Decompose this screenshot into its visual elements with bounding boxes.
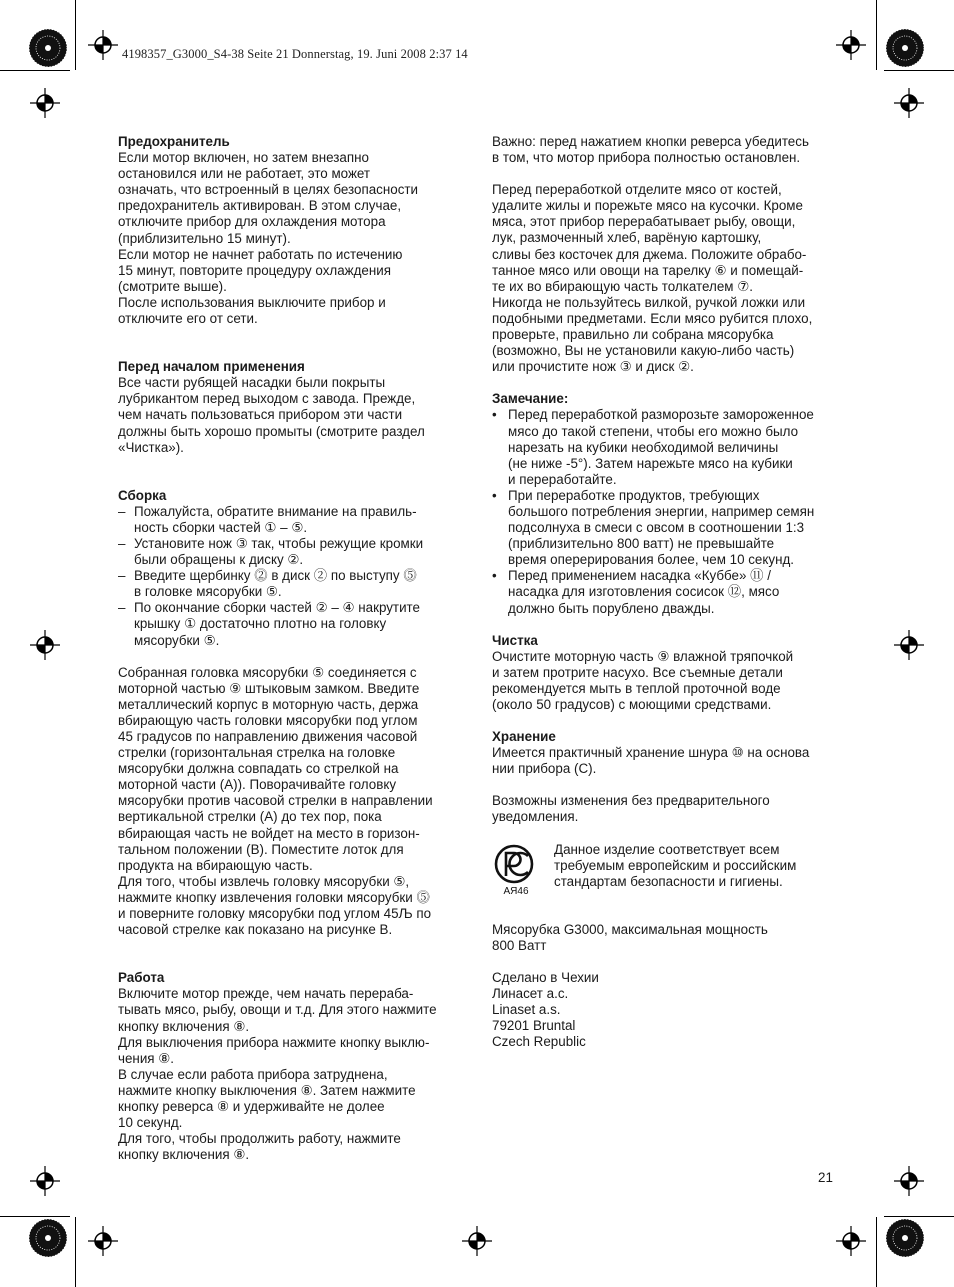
section-heading: Перед началом применения xyxy=(118,359,305,375)
text-line: чем начать пользоваться прибором эти части xyxy=(118,407,403,423)
text-line: нажмите кнопку выключения ⑧. Затем нажмите xyxy=(118,1082,416,1098)
text-line: Собранная головка мясорубки ⑤ соединяется с xyxy=(118,664,417,680)
text-line: Если мотор включен, но затем внезапно xyxy=(118,150,369,166)
text-line: были обращены к диску ②. xyxy=(134,552,304,568)
list-item xyxy=(492,407,842,487)
text-line: большого потребления энергии, например семян xyxy=(508,503,815,519)
text-line: насадка для изготовления сосисок ⑫, мясо xyxy=(508,584,780,600)
crop-line xyxy=(884,70,954,71)
text-line: По окончание сборки частей ② – ④ накрутите xyxy=(134,600,420,616)
text-line: вбирающая часть не войдет на место в горизон- xyxy=(118,825,420,841)
text-line: металлический корпус в моторную часть, держа xyxy=(118,696,419,712)
text-line: (смотрите выше). xyxy=(118,278,227,294)
list-item xyxy=(118,536,468,568)
processing-instructions xyxy=(492,182,842,375)
text-line: (около 50 градусов) с моющими средствами. xyxy=(492,697,772,712)
before-use-section xyxy=(118,359,468,456)
text-line: вбирающую часть головки мясорубки под углом xyxy=(118,712,418,728)
text-line: лубрикантом перед выходом с завода. Прежде, xyxy=(118,391,416,407)
certification-block xyxy=(492,842,842,922)
text-line: Сделано в Чехии xyxy=(492,969,599,985)
registration-target-icon xyxy=(30,630,60,660)
starburst-register-icon xyxy=(885,28,925,68)
text-line: в головке мясорубки ⑤. xyxy=(134,584,282,600)
text-line: мясо до такой степени, чтобы его можно было xyxy=(508,423,799,439)
section-heading: Работа xyxy=(118,970,165,986)
storage-section xyxy=(492,729,842,777)
text-line: и затем протрите насухо. Все съемные детали xyxy=(492,664,783,680)
text-line: Перед применением насадка «Куббе» ⑪ / xyxy=(508,568,771,584)
dash-marker: – xyxy=(118,600,126,616)
text-line: и поверните головку мясорубки под углом 45Љ по xyxy=(118,906,432,922)
text-line: моторной части (А)). Поворачивайте головку xyxy=(118,777,397,793)
page-number: 21 xyxy=(818,1170,833,1185)
text-line: крышку ① достаточно плотно на головку xyxy=(134,616,387,632)
text-line: лук, размоченный хлеб, варёную картошку, xyxy=(492,230,762,246)
text-line: После использования выключите прибор и xyxy=(118,294,386,310)
text-line: предохранитель активирован. В этом случае, xyxy=(118,198,402,214)
text-line: Для выключения прибора нажмите кнопку выклю- xyxy=(118,1034,430,1050)
text-line: мяса, этот прибор перерабатывает рыбу, овощи, xyxy=(492,214,796,230)
cleaning-section xyxy=(492,633,842,713)
product-info xyxy=(492,922,842,954)
registration-target-icon xyxy=(30,1166,60,1196)
dash-marker: – xyxy=(118,503,126,519)
text-line: тальном положении (В). Поместите лоток для xyxy=(118,841,404,857)
text-line: должно быть порублено дважды. xyxy=(508,600,715,616)
text-line: ность сборки частей ① – ⑤. xyxy=(134,519,308,535)
registration-target-icon xyxy=(836,1226,866,1256)
text-line: Данное изделие соответствует всем xyxy=(554,841,780,857)
text-line: нарезать на кубики необходимой величины xyxy=(508,439,779,455)
bullet-marker: • xyxy=(492,568,497,584)
text-line: рекомендуется мыть в теплой проточной воде xyxy=(492,680,781,696)
text-line: мясорубки против часовой стрелки в направлении xyxy=(118,793,433,809)
text-line: отключите прибор для охлаждения мотора xyxy=(118,214,386,230)
registration-target-icon xyxy=(88,30,118,60)
text-line: тывать мясо, рыбу, овощи и т.д. Для этого нажмите xyxy=(118,1002,437,1018)
text-line: Перед переработкой разморозьте замороженное xyxy=(508,407,814,423)
text-line: В случае если работа прибора затруднена, xyxy=(118,1066,388,1082)
text-line: (приблизительно 800 ватт) не превышайте xyxy=(508,536,775,552)
crop-line xyxy=(876,0,877,70)
text-line: мясорубки должна совпадать со стрелкой на xyxy=(118,761,399,777)
registration-target-icon xyxy=(836,30,866,60)
text-line: требуемым европейским и российским xyxy=(554,857,797,873)
text-line: нажмите кнопку извлечения головки мясорубки ⓹ xyxy=(118,889,430,905)
text-line: мясорубки ⑤. xyxy=(134,632,220,648)
text-line: Важно: перед нажатием кнопки реверса убедитесь xyxy=(492,134,809,149)
text-line: время оперерирования более, чем 10 секунд. xyxy=(508,552,795,568)
print-slug-header: 4198357_G3000_S4-38 Seite 21 Donnerstag, 19. Juni 2008 2:37 14 xyxy=(122,47,468,61)
text-line: Czech Republic xyxy=(492,1034,586,1050)
reverse-warning xyxy=(492,134,842,166)
text-line: (не ниже -5°). Затем нарежьте мясо на кубики xyxy=(508,455,793,471)
text-line: Для того, чтобы продолжить работу, нажмите xyxy=(118,1131,401,1147)
text-line: 79201 Bruntal xyxy=(492,1018,576,1034)
text-line: Linaset a.s. xyxy=(492,1001,561,1017)
text-line: в том, что мотор прибора полностью остановлен. xyxy=(492,150,801,166)
crop-line xyxy=(884,1216,954,1217)
section-heading: Чистка xyxy=(492,632,538,648)
operation-section xyxy=(118,970,468,1163)
text-line: отключите его от сети. xyxy=(118,311,258,327)
text-line: Введите щербинку ⓶ в диск ② по выступу ⓹ xyxy=(134,568,417,584)
text-line: Мясорубка G3000, максимальная мощность xyxy=(492,921,768,937)
text-line: удалите жилы и порежьте мясо на кусочки. Кроме xyxy=(492,198,803,214)
section-heading: Сборка xyxy=(118,487,167,503)
text-line: 45 градусов по направлению движения часовой xyxy=(118,729,418,744)
changes-notice xyxy=(492,793,842,825)
text-line: или прочистите нож ③ и диск ②. xyxy=(492,359,694,375)
text-line: Установите нож ③ так, чтобы режущие кромки xyxy=(134,535,424,551)
text-line: должны быть хорошо промыты (смотрите раздел xyxy=(118,423,425,439)
fuse-section xyxy=(118,134,468,327)
gost-r-certification-logo-icon xyxy=(492,844,540,896)
registration-target-icon xyxy=(88,1226,118,1256)
crop-line xyxy=(75,1217,76,1287)
text-line: 15 минут, повторите процедуру охлаждения xyxy=(118,262,391,278)
registration-target-icon xyxy=(894,1166,924,1196)
text-line: и переработайте. xyxy=(508,471,617,487)
text-line: вертикальной стрелки (А) до тех пор, пока xyxy=(118,809,382,825)
assembly-section xyxy=(118,488,468,939)
registration-target-icon xyxy=(894,88,924,118)
text-line: Возможны изменения без предварительного xyxy=(492,793,770,809)
dash-marker: – xyxy=(118,568,126,584)
list-item xyxy=(492,568,842,616)
text-line: 10 секунд. xyxy=(118,1115,183,1131)
text-line: кнопку реверса ⑧ и удерживайте не долее xyxy=(118,1098,385,1114)
text-line: Пожалуйста, обратите внимание на правиль- xyxy=(134,503,417,519)
text-line: При переработке продуктов, требующих xyxy=(508,487,760,503)
registration-target-icon xyxy=(462,1226,492,1256)
section-heading: Замечание: xyxy=(492,391,569,407)
text-line: Перед переработкой отделите мясо от костей, xyxy=(492,182,782,198)
registration-target-icon xyxy=(894,630,924,660)
text-line: «Чистка»). xyxy=(118,439,184,455)
text-line: нии прибора (С). xyxy=(492,761,597,777)
text-line: (приблизительно 15 минут). xyxy=(118,230,291,246)
text-line: Линасет а.с. xyxy=(492,985,569,1001)
left-column xyxy=(118,134,468,1163)
text-line: сливы без косточек для джема. Положите обрабо- xyxy=(492,246,807,262)
text-line: кнопку включения ⑧. xyxy=(118,1018,250,1034)
crop-line xyxy=(876,1217,877,1287)
text-line: остановился или не работает, это может xyxy=(118,166,371,182)
registration-target-icon xyxy=(30,88,60,118)
text-line: 800 Ватт xyxy=(492,937,547,953)
section-heading: Предохранитель xyxy=(118,134,230,149)
bullet-marker: • xyxy=(492,487,497,503)
text-line: подсолнуха в смеси с овсом в соотношении 1:3 xyxy=(508,520,805,536)
text-line: проверьте, правильно ли собрана мясорубка xyxy=(492,327,774,343)
text-line: продукта на вбирающую часть. xyxy=(118,857,313,873)
bullet-marker: • xyxy=(492,407,497,423)
certification-code: АЯ46 xyxy=(503,885,529,896)
list-item xyxy=(492,488,842,568)
text-line: Очистите моторную часть ⑨ влажной тряпочкой xyxy=(492,648,794,664)
section-heading: Хранение xyxy=(492,729,556,745)
text-line: означать, что встроенный в целях безопасности xyxy=(118,182,419,198)
certification-text xyxy=(554,842,796,890)
text-line: Для того, чтобы извлечь головку мясорубки ⑤, xyxy=(118,873,410,889)
text-line: стрелки (горизонтальная стрелка на головке xyxy=(118,745,396,761)
text-line: (возможно, Вы не установили какую-либо часть) xyxy=(492,343,795,359)
text-line: часовой стрелке как показано на рисунке В. xyxy=(118,922,393,938)
text-line: стандартам безопасности и гигиены. xyxy=(554,873,783,889)
text-line: подобными предметами. Если мясо рубится плохо, xyxy=(492,310,813,326)
right-column xyxy=(492,134,842,1050)
crop-line xyxy=(0,70,70,71)
text-line: танное мясо или овощи на тарелку ⑥ и помещай- xyxy=(492,262,804,278)
crop-line xyxy=(75,0,76,70)
starburst-register-icon xyxy=(885,1218,925,1258)
text-line: Все части рубящей насадки были покрыты xyxy=(118,375,386,391)
text-line: те их во вбирающую часть толкателем ⑦. xyxy=(492,278,753,294)
text-line: Никогда не пользуйтесь вилкой, ручкой ложки или xyxy=(492,294,806,310)
list-item xyxy=(118,568,468,600)
text-line: чения ⑧. xyxy=(118,1050,174,1066)
text-line: Включите мотор прежде, чем начать перераба- xyxy=(118,986,414,1002)
text-line: Имеется практичный хранение шнура ⑩ на основа xyxy=(492,745,810,761)
text-line: Если мотор не начнет работать по истечению xyxy=(118,246,403,262)
note-section xyxy=(492,391,842,616)
text-line: уведомления. xyxy=(492,809,579,825)
list-item xyxy=(118,504,468,536)
crop-line xyxy=(0,1216,70,1217)
text-line: кнопку включения ⑧. xyxy=(118,1147,250,1163)
list-item xyxy=(118,600,468,648)
starburst-register-icon xyxy=(28,28,68,68)
dash-marker: – xyxy=(118,535,126,551)
text-line: моторной частью ⑨ штыковым замком. Введите xyxy=(118,680,420,696)
starburst-register-icon xyxy=(28,1218,68,1258)
manufacturer-info xyxy=(492,970,842,1050)
